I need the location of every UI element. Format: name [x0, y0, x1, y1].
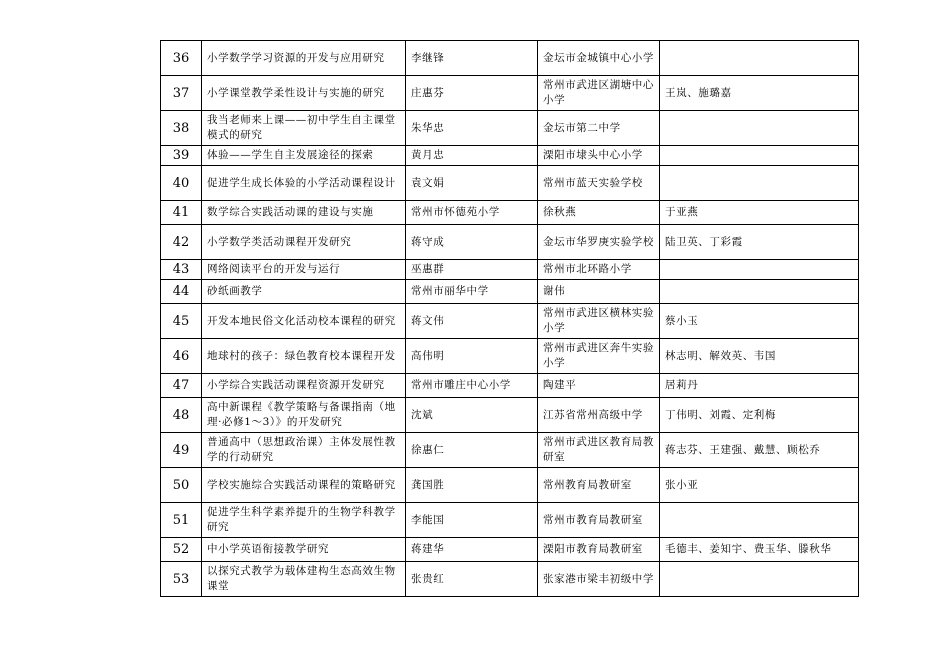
project-title: 中小学英语衔接教学研究	[202, 538, 406, 562]
row-number: 40	[161, 166, 202, 201]
project-unit: 江苏省常州高级中学	[538, 398, 660, 433]
table-row	[161, 468, 859, 503]
project-leader: 巫惠群	[406, 260, 538, 280]
project-title: 小学数学学习资源的开发与应用研究	[202, 41, 406, 76]
project-members: 王岚、施璐嘉	[660, 76, 859, 111]
project-title: 小学课堂教学柔性设计与实施的研究	[202, 76, 406, 111]
project-unit: 常州市武进区奔牛实验小学	[538, 339, 660, 374]
project-leader: 袁文娟	[406, 166, 538, 201]
project-members: 于亚燕	[660, 201, 859, 225]
project-unit: 金坛市华罗庚实验学校	[538, 225, 660, 260]
table-row	[161, 304, 859, 339]
project-leader: 沈斌	[406, 398, 538, 433]
project-title: 砂纸画教学	[202, 280, 406, 304]
project-unit: 常州市教育局教研室	[538, 503, 660, 538]
project-title: 网络阅读平台的开发与运行	[202, 260, 406, 280]
row-number: 37	[161, 76, 202, 111]
project-members	[660, 166, 859, 201]
project-unit: 常州市北环路小学	[538, 260, 660, 280]
project-members	[660, 562, 859, 597]
table-row	[161, 433, 859, 468]
project-unit: 常州市武进区横林实验小学	[538, 304, 660, 339]
project-members	[660, 280, 859, 304]
project-members: 丁伟明、刘霞、定利梅	[660, 398, 859, 433]
row-number: 43	[161, 260, 202, 280]
project-title: 学校实施综合实践活动课程的策略研究	[202, 468, 406, 503]
project-unit: 张家港市梁丰初级中学	[538, 562, 660, 597]
project-unit: 常州市蓝天实验学校	[538, 166, 660, 201]
project-unit: 陶建平	[538, 374, 660, 398]
project-members: 蒋志芬、王建强、戴慧、顾松乔	[660, 433, 859, 468]
project-members	[660, 146, 859, 166]
project-members	[660, 260, 859, 280]
project-leader: 李能国	[406, 503, 538, 538]
table-row	[161, 339, 859, 374]
row-number: 44	[161, 280, 202, 304]
row-number: 48	[161, 398, 202, 433]
row-number: 50	[161, 468, 202, 503]
project-title: 促进学生成长体验的小学活动课程设计	[202, 166, 406, 201]
project-leader: 蒋守成	[406, 225, 538, 260]
project-title: 体验——学生自主发展途径的探索	[202, 146, 406, 166]
table-row	[161, 111, 859, 146]
project-title: 促进学生科学素养提升的生物学科教学研究	[202, 503, 406, 538]
table-row	[161, 503, 859, 538]
project-leader: 张贵红	[406, 562, 538, 597]
project-members: 蔡小玉	[660, 304, 859, 339]
row-number: 41	[161, 201, 202, 225]
row-number: 42	[161, 225, 202, 260]
table-row	[161, 225, 859, 260]
table-row	[161, 201, 859, 225]
row-number: 39	[161, 146, 202, 166]
project-title: 地球村的孩子：绿色教育校本课程开发	[202, 339, 406, 374]
project-members: 毛德丰、姜知宇、费玉华、滕秋华	[660, 538, 859, 562]
project-leader: 朱华忠	[406, 111, 538, 146]
project-leader: 蒋文伟	[406, 304, 538, 339]
row-number: 52	[161, 538, 202, 562]
row-number: 36	[161, 41, 202, 76]
row-number: 49	[161, 433, 202, 468]
table-row	[161, 76, 859, 111]
project-unit: 溧阳市埭头中心小学	[538, 146, 660, 166]
project-title: 开发本地民俗文化活动校本课程的研究	[202, 304, 406, 339]
table-row	[161, 398, 859, 433]
project-leader: 蒋建华	[406, 538, 538, 562]
table-row	[161, 41, 859, 76]
project-members	[660, 41, 859, 76]
project-leader: 徐惠仁	[406, 433, 538, 468]
project-unit: 金坛市第二中学	[538, 111, 660, 146]
project-table	[160, 40, 859, 597]
table-row	[161, 538, 859, 562]
project-members: 林志明、解效英、韦国	[660, 339, 859, 374]
table-row	[161, 374, 859, 398]
project-title: 高中新课程《教学策略与备课指南（地理·必修1～3）》的开发研究	[202, 398, 406, 433]
table-row	[161, 260, 859, 280]
project-leader: 高伟明	[406, 339, 538, 374]
project-leader: 常州市雕庄中心小学	[406, 374, 538, 398]
project-title: 以探究式教学为载体建构生态高效生物课堂	[202, 562, 406, 597]
project-title: 小学数学类活动课程开发研究	[202, 225, 406, 260]
project-title: 我当老师来上课——初中学生自主课堂模式的研究	[202, 111, 406, 146]
project-unit: 常州教育局教研室	[538, 468, 660, 503]
table-row	[161, 280, 859, 304]
row-number: 51	[161, 503, 202, 538]
project-unit: 常州市武进区教育局教研室	[538, 433, 660, 468]
table-row	[161, 146, 859, 166]
project-unit: 徐秋燕	[538, 201, 660, 225]
project-unit: 溧阳市教育局教研室	[538, 538, 660, 562]
project-unit: 常州市武进区湖塘中心小学	[538, 76, 660, 111]
project-leader: 黄月忠	[406, 146, 538, 166]
project-members: 居莉丹	[660, 374, 859, 398]
project-members: 陆卫英、丁彩霞	[660, 225, 859, 260]
project-unit: 谢伟	[538, 280, 660, 304]
project-leader: 常州市怀德苑小学	[406, 201, 538, 225]
project-title: 数学综合实践活动课的建设与实施	[202, 201, 406, 225]
project-members	[660, 503, 859, 538]
project-title: 小学综合实践活动课程资源开发研究	[202, 374, 406, 398]
project-title: 普通高中（思想政治课）主体发展性教学的行动研究	[202, 433, 406, 468]
row-number: 53	[161, 562, 202, 597]
table-row	[161, 562, 859, 597]
project-leader: 龚国胜	[406, 468, 538, 503]
project-members	[660, 111, 859, 146]
row-number: 46	[161, 339, 202, 374]
project-leader: 常州市丽华中学	[406, 280, 538, 304]
row-number: 38	[161, 111, 202, 146]
row-number: 45	[161, 304, 202, 339]
row-number: 47	[161, 374, 202, 398]
project-leader: 李继锋	[406, 41, 538, 76]
project-leader: 庄惠芬	[406, 76, 538, 111]
project-members: 张小亚	[660, 468, 859, 503]
table-row	[161, 166, 859, 201]
project-unit: 金坛市金城镇中心小学	[538, 41, 660, 76]
